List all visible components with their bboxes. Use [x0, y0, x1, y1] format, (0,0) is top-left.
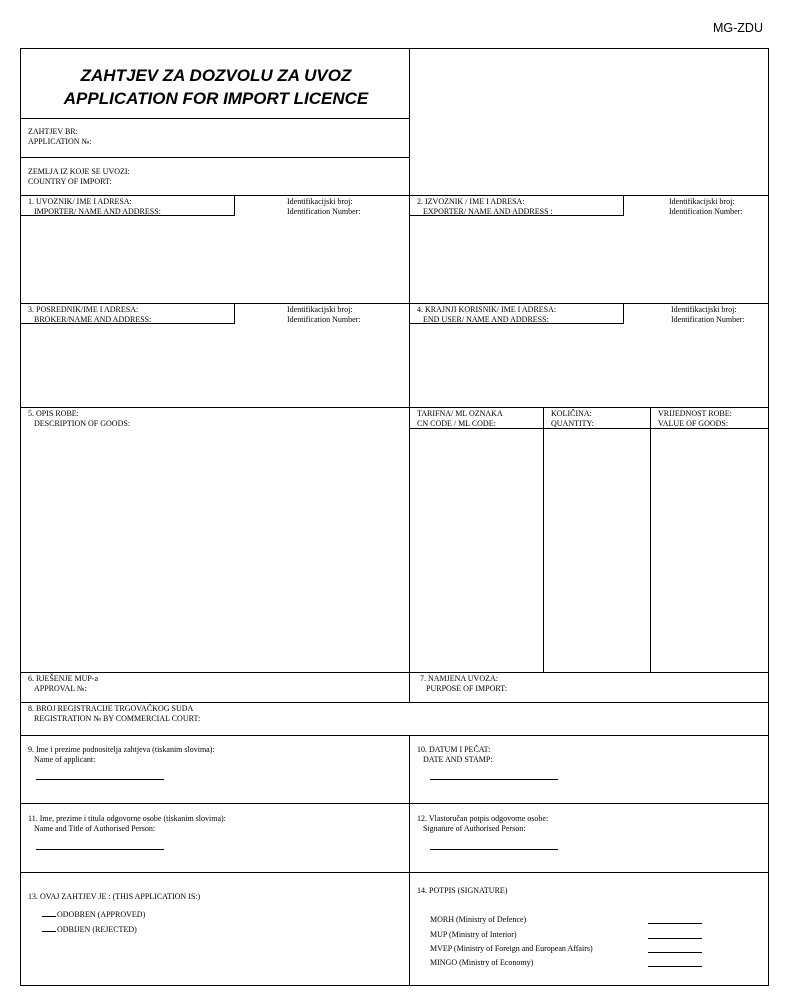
form-frame — [20, 48, 769, 986]
date-stamp-label: 10. DATUM I PEČAT: DATE AND STAMP: — [417, 745, 493, 764]
applicant-name-label: 9. Ime i prezime podnositelja zahtjeva (tiskanim slovima): Name of applicant: — [28, 745, 215, 764]
end-user-label: 4. KRAJNJI KORISNIK/ IME I ADRESA: END USER/ NAME AND ADDRESS: — [417, 305, 557, 324]
approval-label: 6. RJEŠENJE MUP-a APPROVAL №: — [28, 674, 99, 693]
divider-row-4 — [20, 672, 769, 673]
cn-code-label: TARIFNA/ ML OZNAKA CN CODE / ML CODE: — [417, 409, 503, 428]
authorised-person-label: 11. Ime, prezime i titula odgovorne osobe (tiskanim slovima): Name and Title of Authorised Person: — [28, 814, 226, 833]
divider-appno — [20, 157, 409, 158]
importer-id-label: Identifikacijski broj: Identification Number: — [287, 197, 361, 216]
application-status-label: 13. OVAJ ZAHTJEV JE : (THIS APPLICATION IS:) — [28, 892, 201, 901]
signature-line[interactable] — [430, 849, 558, 850]
divider-vertical-bottom — [409, 735, 410, 986]
date-stamp-line[interactable] — [430, 779, 558, 780]
divider-qty-value — [650, 407, 651, 672]
divider-vertical-67 — [409, 672, 410, 702]
application-number-label: ZAHTJEV BR: APPLICATION №: — [28, 127, 92, 146]
mingo-label: MINGO (Ministry of Economy) — [430, 958, 534, 967]
importer-label: 1. UVOZNIK/ IME I ADRESA: IMPORTER/ NAME AND ADDRESS: — [28, 197, 161, 216]
exporter-id-label: Identifikacijski broj: Identification Number: — [669, 197, 743, 216]
form-code: MG-ZDU — [713, 21, 763, 35]
mvep-signature-line[interactable] — [648, 952, 702, 953]
form-title-hr: ZAHTJEV ZA DOZVOLU ZA UVOZ — [80, 66, 352, 85]
quantity-label: KOLIČINA: QUANTITY: — [551, 409, 594, 428]
divider-row-6 — [20, 735, 769, 736]
divider-row-7 — [20, 803, 769, 804]
broker-id-label: Identifikacijski broj: Identification Number: — [287, 305, 361, 324]
signatures-label: 14. POTPIS (SIGNATURE) — [417, 886, 508, 895]
rejected-option[interactable]: ODBIJEN (REJECTED) — [42, 925, 137, 935]
end-user-id-label: Identifikacijski broj: Identification Number: — [671, 305, 745, 324]
mup-signature-line[interactable] — [648, 938, 702, 939]
purpose-label: 7. NAMJENA UVOZA: PURPOSE OF IMPORT: — [420, 674, 507, 693]
divider-title — [20, 118, 409, 119]
form-title-en: APPLICATION FOR IMPORT LICENCE — [63, 89, 369, 108]
divider-cn-qty — [543, 407, 544, 672]
applicant-name-line[interactable] — [36, 779, 164, 780]
divider-row-8 — [20, 872, 769, 873]
broker-label: 3. POSREDNIK/IME I ADRESA: BROKER/NAME AND ADDRESS: — [28, 305, 152, 324]
divider-row-5 — [20, 702, 769, 703]
divider-vertical-top — [409, 48, 410, 672]
country-of-import-label: ZEMLJA IZ KOJE SE UVOZI: COUNTRY OF IMPORT: — [28, 167, 130, 186]
mup-label: MUP (Ministry of Interior) — [430, 930, 517, 939]
rejected-blank — [42, 925, 56, 932]
signature-label: 12. Vlastoručan potpis odgovorne osobe: Signature of Authorised Person: — [417, 814, 549, 833]
approved-blank — [42, 910, 56, 917]
divider-row-3 — [20, 407, 769, 408]
divider-goods-header — [409, 428, 769, 429]
approved-option[interactable]: ODOBREN (APPROVED) — [42, 910, 145, 920]
value-label: VRIJEDNOST ROBE: VALUE OF GOODS: — [658, 409, 732, 428]
morh-signature-line[interactable] — [648, 923, 702, 924]
mvep-label: MVEP (Ministry of Foreign and European Affairs) — [430, 944, 593, 953]
registration-label: 8. BROJ REGISTRACIJE TRGOVAČKOG SUDA REGISTRATION № BY COMMERCIAL COURT: — [28, 704, 201, 723]
authorised-person-line[interactable] — [36, 849, 164, 850]
goods-description-label: 5. OPIS ROBE: DESCRIPTION OF GOODS: — [28, 409, 131, 428]
exporter-label: 2. IZVOZNIK / IME I ADRESA: EXPORTER/ NAME AND ADDRESS : — [417, 197, 553, 216]
mingo-signature-line[interactable] — [648, 966, 702, 967]
morh-label: MORH (Ministry of Defence) — [430, 915, 527, 924]
